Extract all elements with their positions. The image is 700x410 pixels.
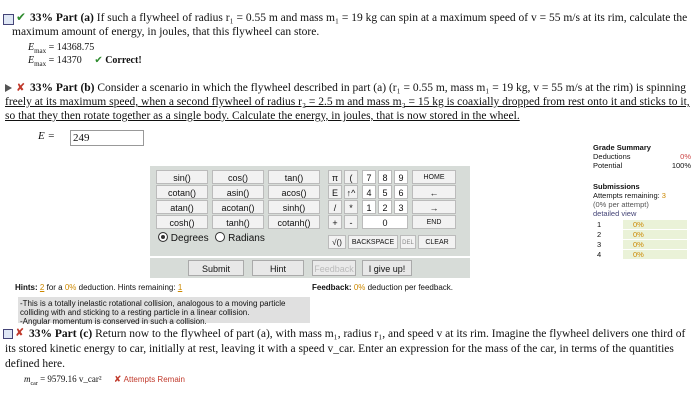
key-sinh[interactable]: sinh() [268,200,320,214]
submission-row-4-num: 4 [597,250,602,259]
hints-for-a: for a [46,283,63,292]
correct-check-icon: ✔ [94,55,103,66]
hint-button[interactable]: Hint [252,260,304,276]
part-b-question-line3: so that they then rotate together as a single body. Calculate the energy, in joules, that is now stored in the wheel. [5,110,520,122]
key-home[interactable]: HOME [412,170,456,184]
potential-label: Potential [593,161,623,170]
key-tan[interactable]: tan() [268,170,320,184]
submission-row-1-value: 0% [633,220,644,229]
part-a-attempt-1: = 14368.75 [48,42,95,53]
attempts-label: Attempts remaining: [593,191,660,200]
key-backspace[interactable]: BACKSPACE [348,235,398,249]
mcar-sub: car [30,380,38,387]
grade-summary [593,143,695,260]
key-sin[interactable]: sin() [156,170,208,184]
part-c-question-line1: Return now to the flywheel of part (a), with mass m₁, radius r₁, and speed v at its rim. Imagine the flywheel delivers one third of [95,328,686,340]
part-b-question-line1: Consider a scenario in which the flywheel described in part (a) (r₁ = 0.55 m, mass m₁ = 19 kg, v = 55 m/s at the rim) is spinning [97,82,687,94]
feedback-percent: 0% [353,283,366,292]
key-7[interactable]: 7 [362,170,376,184]
part-a-score: 33% [30,12,53,24]
mcar-value: = 9579.16 v_car² [40,374,102,384]
degrees-label: Degrees [170,233,209,244]
part-c-title: Part (c) [54,328,93,340]
key-0[interactable]: 0 [362,215,408,229]
hint-line-2: colliding with and sticking to a resting particle in a linear collision. [20,308,250,317]
key-sqrt[interactable]: √() [328,235,346,249]
part-c-toggle-icon[interactable] [3,329,13,339]
key-e[interactable]: E [328,185,342,199]
key-end[interactable]: END [412,215,456,229]
hint-info-box [18,297,310,326]
hints-count: 2 [39,283,45,292]
potential-value: 100% [671,161,691,170]
key-power[interactable]: ↑^ [344,185,358,199]
key-cosh[interactable]: cosh() [156,215,208,229]
submission-row-4-value: 0% [633,250,644,259]
answer-input[interactable]: 249 [70,130,144,146]
submission-row-2-value: 0% [633,230,644,239]
part-a-section [0,0,700,72]
hints-line [15,283,615,292]
key-del[interactable]: DEL [400,235,416,249]
part-a-attempt-2: = 14370 [48,55,82,66]
answer-label: E = [38,130,55,142]
hints-remaining: 1 [177,283,183,292]
part-a-title: Part (a) [55,12,94,24]
attempts-value: 3 [661,191,666,200]
deductions-value: 0% [680,152,691,161]
emax-label-2: E [28,55,35,66]
key-minus[interactable]: - [344,215,358,229]
part-a-question-line2: maximum amount of energy, in joules, that this flywheel can store. [12,26,320,38]
key-acotan[interactable]: acotan() [212,200,264,214]
hint-deduction-text: deduction. Hints remaining: [78,283,176,292]
key-asin[interactable]: asin() [212,185,264,199]
key-acos[interactable]: acos() [268,185,320,199]
submit-button[interactable]: Submit [188,260,244,276]
key-clear[interactable]: CLEAR [418,235,456,249]
detailed-view-link[interactable]: detailed view [593,209,637,218]
part-b-x-icon: ✘ [16,81,26,94]
give-up-button[interactable]: I give up! [362,260,412,276]
submission-row-2-num: 2 [597,230,602,239]
key-divide[interactable]: / [328,200,342,214]
key-tanh[interactable]: tanh() [212,215,264,229]
key-cotan[interactable]: cotan() [156,185,208,199]
mcar-label: m [24,374,31,384]
feedback-label: Feedback: [312,283,352,292]
key-open-paren[interactable]: ( [344,170,358,184]
hint-line-3: -Angular momentum is conserved in such a collision. [20,317,207,326]
radians-radio[interactable] [215,232,225,242]
part-b-play-icon[interactable] [5,84,12,92]
key-2[interactable]: 2 [378,200,392,214]
part-c-question-line3: defined here. [5,358,66,370]
per-attempt-note: (0% per attempt) [593,200,649,209]
submissions-label: Submissions [593,182,640,191]
key-pi[interactable]: π [328,170,342,184]
part-b-score: 33% [30,82,53,94]
key-plus[interactable]: + [328,215,342,229]
part-c-x-icon: ✘ [15,326,25,339]
key-cos[interactable]: cos() [212,170,264,184]
degrees-radio[interactable] [158,232,168,242]
key-multiply[interactable]: * [344,200,358,214]
part-b-question-line2: freely at its maximum speed, when a second flywheel of radius r₂ = 2.5 m and mass m₂ = 15 kg is coaxially dropped from rest onto it and sticks to it, [5,96,690,108]
feedback-button[interactable]: Feedback [312,260,356,276]
key-3[interactable]: 3 [394,200,408,214]
part-b-title: Part (b) [55,82,95,94]
part-c-section [0,326,700,410]
key-6[interactable]: 6 [394,185,408,199]
deductions-label: Deductions [593,152,631,161]
key-cotanh[interactable]: cotanh() [268,215,320,229]
emax-label: E [28,42,35,53]
submission-row-3-num: 3 [597,240,602,249]
part-a-question-line1: If such a flywheel of radius r₁ = 0.55 m and mass m₁ = 19 kg can spin at a maximum speed of v = 55 m/s at its rim, calculate the [96,12,688,24]
hints-label: Hints: [15,283,38,292]
key-right-arrow[interactable]: → [412,200,456,214]
part-a-toggle-icon[interactable] [3,14,14,25]
key-left-arrow[interactable]: ← [412,185,456,199]
part-c-score: 33% [29,328,52,340]
submission-row-3-value: 0% [633,240,644,249]
calculator-keypad [150,166,470,256]
attempts-remain-label: Attempts Remain [123,375,185,384]
attempts-x-icon: ✘ [113,375,122,385]
part-c-question-line2: its stored kinetic energy to car, initially at rest, leaving it with a speed v_car. Enter an expression for the mass of the car, in terms of the quantities [5,343,674,355]
correct-label: Correct! [105,55,142,66]
hint-percent: 0% [64,283,77,292]
emax-sub-2: max [34,60,47,68]
key-atan[interactable]: atan() [156,200,208,214]
key-4[interactable]: 4 [362,185,376,199]
radians-label: Radians [228,233,265,244]
part-a-check-icon: ✔ [16,10,27,24]
key-1[interactable]: 1 [362,200,376,214]
key-9[interactable]: 9 [394,170,408,184]
hint-line-1: -This is a totally inelastic rotational collision, analogous to a moving particle [20,299,286,308]
grade-summary-title: Grade Summary [593,143,651,152]
emax-sub: max [34,47,47,55]
key-5[interactable]: 5 [378,185,392,199]
feedback-deduction-text: deduction per feedback. [367,283,454,292]
submission-row-1-num: 1 [597,220,602,229]
key-8[interactable]: 8 [378,170,392,184]
